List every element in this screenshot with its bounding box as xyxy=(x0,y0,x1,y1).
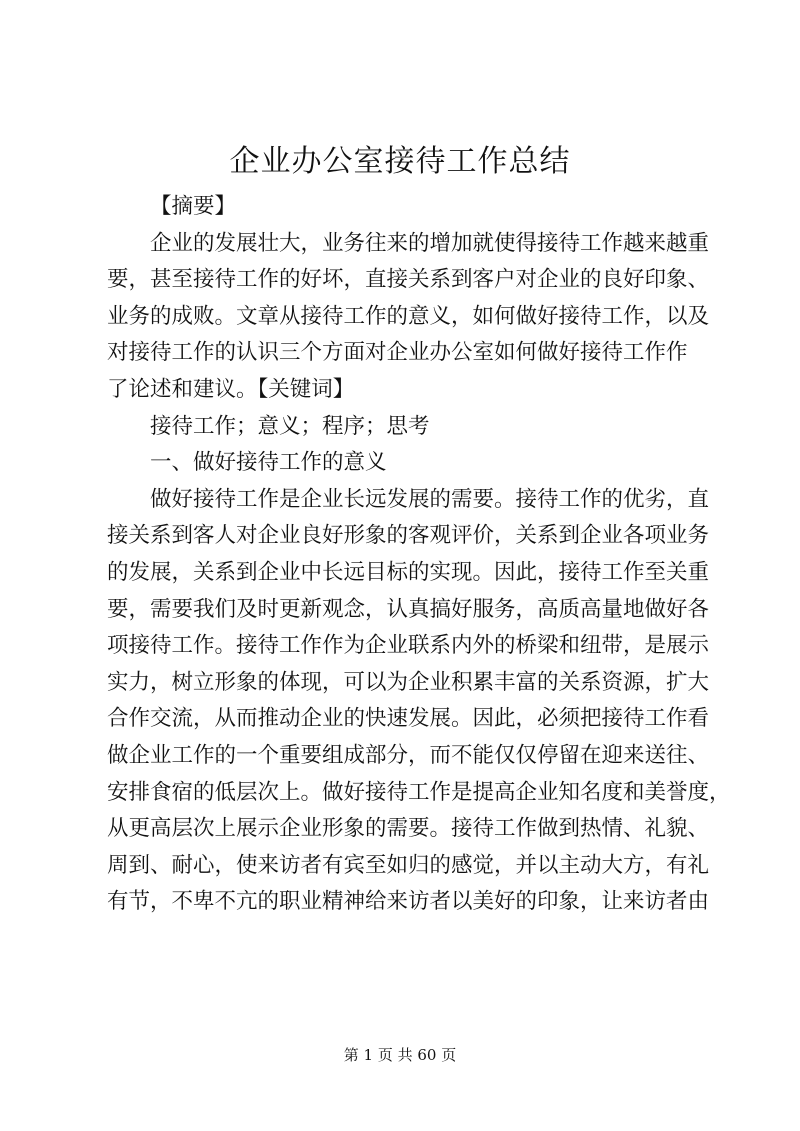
paragraph-line: 有节，不卑不亢的职业精神给来访者以美好的印象，让来访者由 xyxy=(107,889,710,915)
paragraph-line: 企业的发展壮大，业务往来的增加就使得接待工作越来越重 xyxy=(150,230,710,256)
page-number-footer: 第 1 页 共 60 页 xyxy=(343,1046,457,1064)
document-title: 企业办公室接待工作总结 xyxy=(229,144,571,179)
paragraph-line: 接关系到客人对企业良好形象的客观评价，关系到企业各项业务 xyxy=(107,523,710,549)
paragraph-line: 业务的成败。文章从接待工作的意义，如何做好接待工作，以及 xyxy=(107,303,710,329)
paragraph-line: 做好接待工作是企业长远发展的需要。接待工作的优劣，直 xyxy=(150,486,710,512)
paragraph-line: 合作交流，从而推动企业的快速发展。因此，必须把接待工作看 xyxy=(107,706,710,732)
paragraph-line: 做企业工作的一个重要组成部分，而不能仅仅停留在迎来送往、 xyxy=(107,742,710,768)
section-heading: 一、做好接待工作的意义 xyxy=(150,450,387,476)
paragraph-line: 要，甚至接待工作的好坏，直接关系到客户对企业的良好印象、 xyxy=(107,267,710,293)
abstract-heading: 【摘要】 xyxy=(150,194,237,219)
paragraph-line: 从更高层次上展示企业形象的需要。接待工作做到热情、礼貌、 xyxy=(107,816,710,842)
keywords-line: 接待工作；意义；程序；思考 xyxy=(150,413,430,439)
paragraph-line: 实力，树立形象的体现，可以为企业积累丰富的关系资源，扩大 xyxy=(107,669,710,695)
paragraph-line: 周到、耐心，使来访者有宾至如归的感觉，并以主动大方，有礼 xyxy=(107,852,710,878)
paragraph-line: 要，需要我们及时更新观念，认真搞好服务，高质高量地做好各 xyxy=(107,596,710,622)
paragraph-line: 了论述和建议。【关键词】 xyxy=(107,376,355,402)
document-body xyxy=(107,189,731,921)
paragraph-line: 项接待工作。接待工作作为企业联系内外的桥梁和纽带，是展示 xyxy=(107,633,710,659)
paragraph-line: 的发展，关系到企业中长远目标的实现。因此，接待工作至关重 xyxy=(107,559,710,585)
paragraph-line: 安排食宿的低层次上。做好接待工作是提高企业知名度和美誉度， xyxy=(107,779,731,805)
paragraph-line: 对接待工作的认识三个方面对企业办公室如何做好接待工作作 xyxy=(107,340,688,366)
